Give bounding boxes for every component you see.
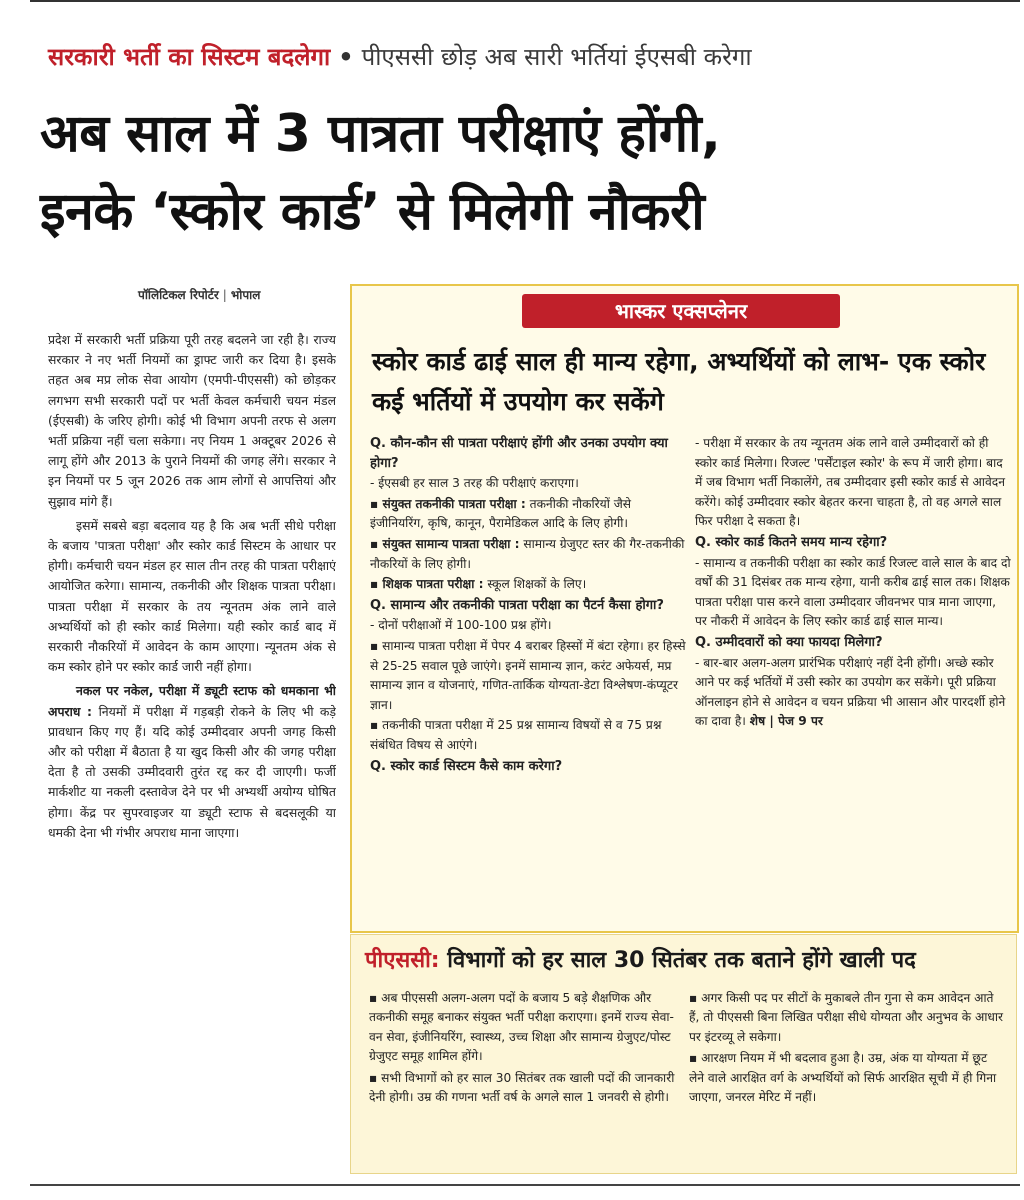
question-1: Q. कौन-कौन सी पात्रता परीक्षाएं होंगी और उनका उपयोग क्या होगा?: [370, 436, 668, 471]
psc-bullet-2: ▪ सभी विभागों को हर साल 30 सितंबर तक खाली पदों की जानकारी देनी होगी। उम्र की गणना भर्ती वर्ष के अगले साल 1 जनवरी से होगी।: [369, 1070, 675, 1105]
answer-benefit: [695, 654, 1011, 732]
story-paragraph-1: प्रदेश में सरकारी भर्ती प्रक्रिया पूरी तरह बदलने जा रही है। राज्य सरकार ने नए भर्ती नियमों का ड्राफ्ट जारी कर दिया है। इसके तहत अब मप्र लोक सेवा आयोग (एमपी-पीएससी) को छोड़कर लगभग सभी सरकारी पदों पर भर्ती केवल कर्मचारी चयन मंडल (ईएसबी) के जरिए होगी। कोई भी विभाग अपनी तरफ से अलग भर्ती प्रक्रिया नहीं चला सकेगा। नए नियम 1 अक्टूबर 2026 से लागू होंगे और 2013 के पुराने नियमों की जगह लेंगे। सरकार ने इन नियमों पर 5 जून 2026 तक आम लोगों से आपत्तियां और सुझाव मांगे हैं।: [48, 332, 336, 509]
question-5: Q. उम्मीदवारों को क्या फायदा मिलेगा?: [695, 634, 883, 650]
question-4: Q. स्कोर कार्ड कितने समय मान्य रहेगा?: [695, 534, 888, 550]
headline: [40, 95, 1015, 251]
psc-bullet-3: ▪ अगर किसी पद पर सीटों के मुकाबले तीन गुना से कम आवेदन आते हैं, तो पीएससी बिना लिखित परीक्षा सीधे योग्यता और अनुभव के आधार पर इंटरव्यू ले सकेगा।: [689, 991, 1004, 1044]
bullet-general-label: ▪ संयुक्त सामान्य पात्रता परीक्षा :: [370, 536, 520, 551]
top-rule: [30, 0, 1020, 20]
psc-title: [365, 945, 1005, 977]
answer-benefit-text: - बार-बार अलग-अलग प्रारंभिक परीक्षाएं नहीं देनी होंगी। अच्छे स्कोर आने पर कई भर्तियों में उसी स्कोर का उपयोग कर सकेंगे। पूरी प्रक्रिया ऑनलाइन होने से आवेदन व चयन प्रक्रिया भी आसान और पारदर्शी होने का दावा है।: [695, 655, 1006, 729]
kicker-line: [48, 40, 1008, 80]
bullet-general-text: सामान्य ग्रेजुएट स्तर की गैर-तकनीकी नौकरियों के लिए होगी।: [370, 536, 685, 571]
headline-line-2: इनके ‘स्कोर कार्ड’ से मिलेगी नौकरी: [40, 182, 705, 242]
answer-1: - ईएसबी हर साल 3 तरह की परीक्षाएं कराएगा।: [370, 476, 579, 491]
story-subheading: [48, 681, 336, 843]
kicker-bullet: •: [338, 43, 354, 71]
psc-bullet-1: ▪ अब पीएससी अलग-अलग पदों के बजाय 5 बड़े शैक्षणिक और तकनीकी समूह बनाकर संयुक्त भर्ती परीक्षा कराएगा। इनमें राज्य सेवा-वन सेवा, इंजीनियरिंग, स्वास्थ्य, उच्च शिक्षा और सामान्य ग्रेजुएट/पोस्ट ग्रेजुएट समूह शामिल होंगे।: [369, 991, 674, 1064]
explainer-right-column: [695, 434, 1011, 924]
headline-line-1: अब साल में 3 पात्रता परीक्षाएं होंगी,: [40, 104, 721, 164]
byline-separator: |: [222, 288, 227, 302]
explainer-left-column: [370, 434, 688, 924]
question-2: Q. सामान्य और तकनीकी पात्रता परीक्षा का पैटर्न कैसा होगा?: [370, 597, 664, 613]
answer-validity: - सामान्य व तकनीकी परीक्षा का स्कोर कार्ड रिजल्ट वाले साल के बाद दो वर्षों की 31 दिसंबर तक मान्य रहेगा, यानी करीब ढाई साल तक। शिक्षक पात्रता परीक्षा पास करने वाला उम्मीदवार जीवनभर पात्र माना जाएगा, पर नौकरी में आवेदन के लिए स्कोर कार्ड ढाई साल मान्य।: [695, 555, 1011, 629]
continued-label: शेष | पेज 9 पर: [749, 714, 823, 729]
kicker-dark-text: पीएससी छोड़ अब सारी भर्तियां ईएसबी करेगा: [361, 43, 752, 71]
kicker-red-text: सरकारी भर्ती का सिस्टम बदलेगा: [48, 43, 331, 71]
answer-4: ▪ तकनीकी पात्रता परीक्षा में 25 प्रश्न सामान्य विषयों से व 75 प्रश्न संबंधित विषय से आएंगे।: [370, 718, 662, 752]
explainer-box: [350, 284, 1019, 933]
story-paragraph-3: नियमों में परीक्षा में गड़बड़ी रोकने के लिए भी कड़े प्रावधान किए गए हैं। यदि कोई उम्मीदवार अपनी जगह किसी और को परीक्षा में बैठाता है या खुद किसी और की जगह परीक्षा देता है तो उसकी उम्मीदवारी तुरंत रद्द कर दी जाएगी। फर्जी मार्कशीट या नकली दस्तावेज देने पर भी अभ्यर्थी अयोग्य घोषित होगा। केंद्र पर सुपरवाइजर या ड्यूटी स्टाफ से बदसलूकी या धमकी देना भी गंभीर अपराध माना जाएगा।: [48, 703, 336, 840]
bottom-rule: [30, 1184, 1020, 1186]
psc-right-column: [689, 989, 1005, 1169]
answer-scorecard: - परीक्षा में सरकार के तय न्यूनतम अंक लाने वाले उम्मीदवारों को ही स्कोर कार्ड मिलेगा। रिजल्ट 'पर्सेंटाइल स्कोर' के रूप में जारी होगा। बाद में जब विभाग भर्ती निकालेंगे, तब उम्मीदवार इसी स्कोर कार्ड से आवेदन करेंगे। कोई उम्मीदवार स्कोर बेहतर करना चाहता है, तो वह अगले साल फिर परीक्षा दे सकता है।: [695, 436, 1005, 529]
question-3: Q. स्कोर कार्ड सिस्टम कैसे काम करेगा?: [370, 758, 563, 774]
explainer-title: स्कोर कार्ड ढाई साल ही मान्य रहेगा, अभ्यर्थियों को लाभ- एक स्कोर कई भर्तियों में उपयोग कर सकेंगे: [372, 347, 986, 416]
bullet-technical: [370, 495, 688, 534]
bullet-technical-label: ▪ संयुक्त तकनीकी पात्रता परीक्षा :: [370, 496, 526, 511]
bullet-teacher-text: स्कूल शिक्षकों के लिए।: [487, 577, 587, 592]
byline-reporter: पॉलिटिकल रिपोर्टर: [138, 288, 219, 302]
bullet-general: [370, 535, 688, 574]
byline: [138, 286, 260, 303]
byline-city: भोपाल: [230, 288, 261, 302]
story-paragraph-2: इसमें सबसे बड़ा बदलाव यह है कि अब भर्ती सीधे परीक्षा के बजाय 'पात्रता परीक्षा' और स्कोर कार्ड सिस्टम के आधार पर होगी। कर्मचारी चयन मंडल हर साल तीन तरह की पात्रता परीक्षाएं आयोजित करेगा। सामान्य, तकनीकी और शिक्षक पात्रता परीक्षा। पात्रता परीक्षा में सरकार के तय न्यूनतम अंक लाने वाले अभ्यर्थियों को ही स्कोर कार्ड मिलेगा। यही स्कोर कार्ड बाद में सरकारी नौकरियों में आवेदन के काम आएगा। न्यूनतम अंक से कम स्कोर होने पर स्कोर कार्ड जारी नहीं होगा।: [48, 517, 336, 675]
psc-title-rest: विभागों को हर साल 30 सितंबर तक बताने होंगे खाली पद: [447, 948, 916, 973]
answer-2: - दोनों परीक्षाओं में 100-100 प्रश्न होंगे।: [370, 618, 552, 633]
bullet-technical-text: तकनीकी नौकरियों जैसे इंजीनियरिंग, कृषि, कानून, पैरामेडिकल आदि के लिए होगी।: [370, 496, 632, 531]
psc-bullet-4: ▪ आरक्षण नियम में भी बदलाव हुआ है। उम्र, अंक या योग्यता में छूट लेने वाले आरक्षित वर्ग के अभ्यर्थियों को सिर्फ आरक्षित सूची में ही गिना जाएगा, जनरल मेरिट में नहीं।: [689, 1051, 997, 1105]
psc-box: [350, 934, 1017, 1174]
explainer-badge: भास्कर एक्सप्लेनर: [522, 294, 840, 328]
story-subheading-text: नकल पर नकेल, परीक्षा में ड्यूटी स्टाफ को धमकाना भी अपराध :: [48, 683, 336, 719]
psc-title-red: पीएससी:: [365, 948, 440, 973]
bullet-teacher-label: ▪ शिक्षक पात्रता परीक्षा :: [370, 577, 484, 592]
psc-left-column: [369, 989, 681, 1169]
answer-3: ▪ सामान्य पात्रता परीक्षा में पेपर 4 बराबर हिस्सों में बंटा रहेगा। हर हिस्से से 25-25 सवाल पूछे जाएंगे। इनमें सामान्य ज्ञान, करंट अफेयर्स, मप्र सामान्य ज्ञान व योजनाएं, गणित-तार्किक योग्यता-डेटा विश्लेषण-कंप्यूटर ज्ञान।: [370, 638, 686, 712]
left-column-story: [48, 330, 336, 1172]
bullet-teacher: [370, 575, 688, 595]
